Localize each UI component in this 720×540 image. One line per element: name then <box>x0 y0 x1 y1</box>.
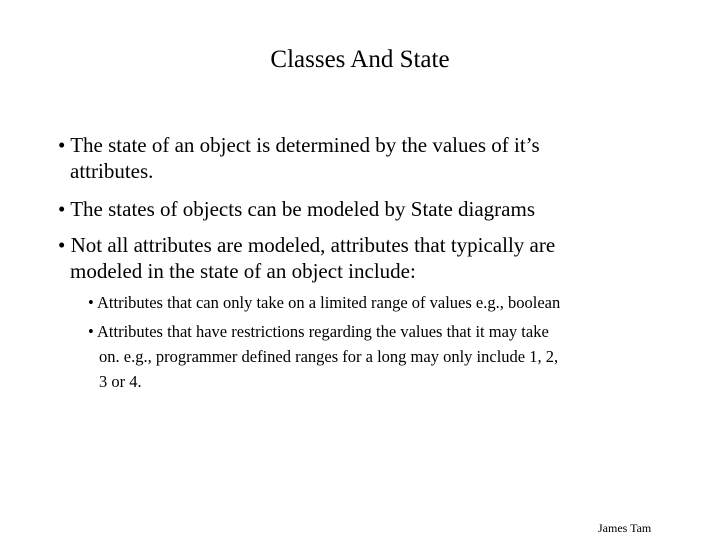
sub-bullet-restrictions <box>88 319 558 394</box>
bullet-line: modeled in the state of an object include: <box>70 259 416 283</box>
bullet-line: • The state of an object is determined by the values of it’s <box>58 133 540 157</box>
sub-bullet-line: • Attributes that can only take on a limited range of values e.g., boolean <box>88 293 561 312</box>
bullet-line: attributes. <box>70 159 154 183</box>
sub-bullet-limited-range <box>88 290 560 315</box>
footer-author: James Tam <box>598 521 652 535</box>
bullet-line: • Not all attributes are modeled, attributes that typically are <box>58 233 556 257</box>
sub-bullet-line: 3 or 4. <box>99 372 142 391</box>
bullet-state-diagrams <box>58 196 535 222</box>
bullet-object-state <box>58 132 540 184</box>
bullet-attributes-modeled <box>58 232 555 284</box>
sub-bullet-line: on. e.g., programmer defined ranges for a long may only include 1, 2, <box>99 347 559 366</box>
sub-bullet-line: • Attributes that have restrictions regarding the values that it may take <box>88 322 549 341</box>
slide-title: Classes And State <box>270 46 450 73</box>
bullet-line: • The states of objects can be modeled by State diagrams <box>58 197 535 221</box>
